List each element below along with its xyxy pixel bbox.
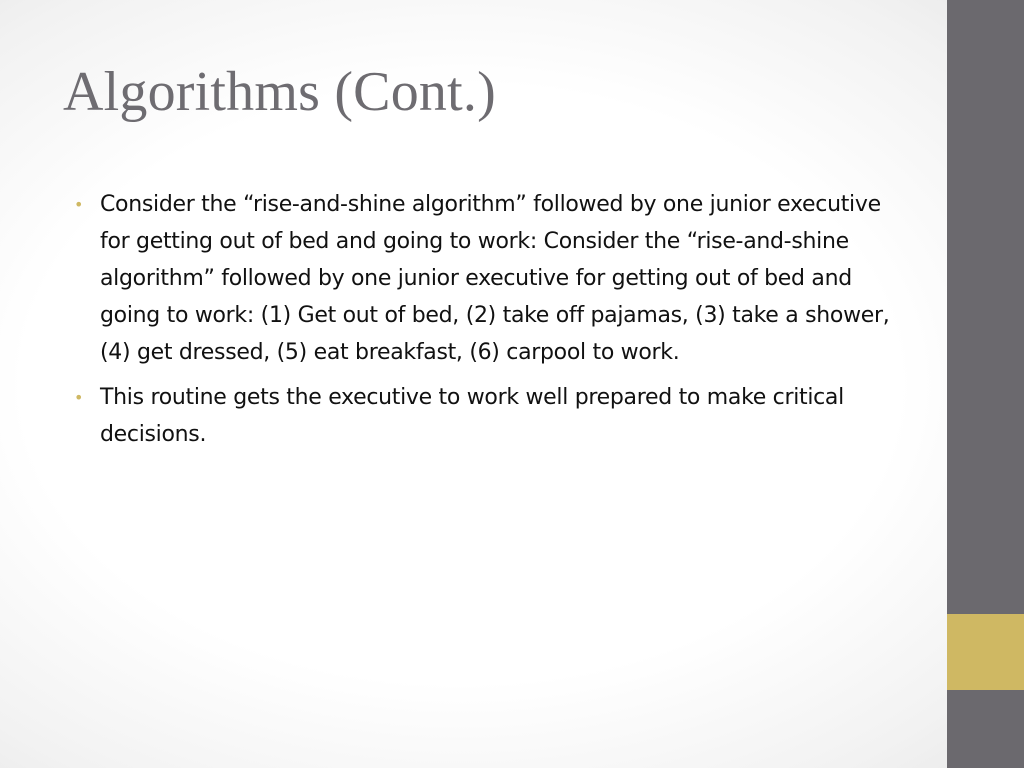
bullet-item <box>74 379 904 453</box>
bullet-list <box>74 186 904 461</box>
bullet-dot-icon: • <box>74 195 84 214</box>
bullet-text: This routine gets the executive to work well prepared to make critical decisions. <box>100 385 844 447</box>
slide-title: Algorithms (Cont.) <box>63 61 496 123</box>
bullet-item <box>74 186 904 371</box>
bullet-text: Consider the “rise-and-shine algorithm” followed by one junior executive for getting out of bed and going to work: Consider the “rise-and-shine algorithm” followed by one junior executive for getting out of bed and going to work: (1) Get out of bed, (2) take off pajamas, (3) take a shower, (4) get dressed, (5) eat breakfast, (6) carpool to work. <box>100 192 890 365</box>
sidebar-accent-block <box>947 614 1024 690</box>
bullet-dot-icon: • <box>74 388 84 407</box>
